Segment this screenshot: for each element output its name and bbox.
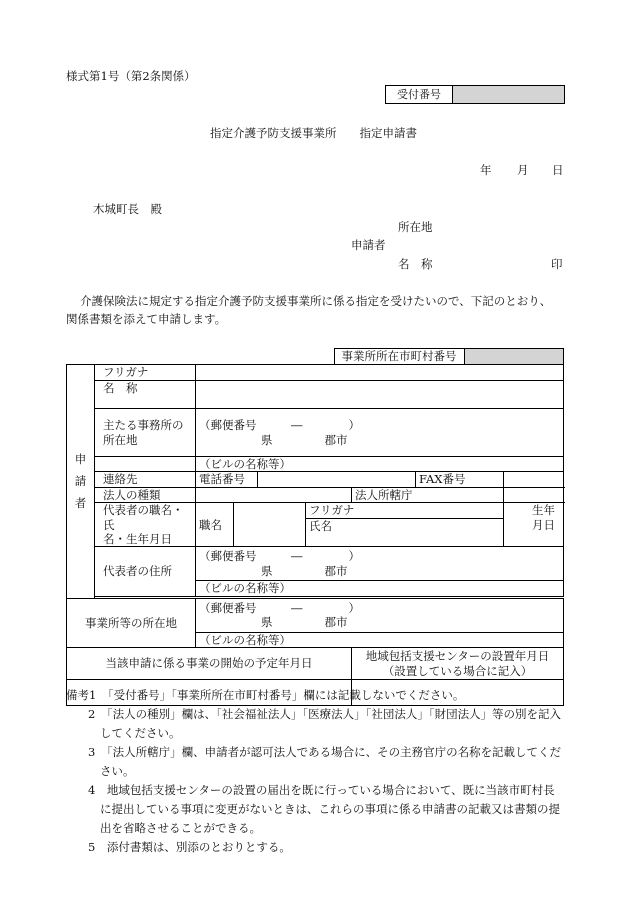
contact-label: 連絡先 xyxy=(95,472,196,487)
name-label: 名 称 xyxy=(398,257,433,271)
birth-date-label: 生年月日 xyxy=(532,503,555,532)
municipality-number-field[interactable] xyxy=(464,349,563,365)
fax-label: FAX番号 xyxy=(416,472,504,487)
note-5: 5 添付書類は、別添のとおりとする。 xyxy=(88,840,291,854)
start-date-label: 当該申請に係る事業の開始の予定年月日 xyxy=(67,648,352,680)
date-day: 日 xyxy=(552,163,564,177)
office-location-field[interactable]: （郵便番号 ― ） 県 郡市 xyxy=(196,598,564,632)
receipt-number-field[interactable] xyxy=(453,86,564,103)
center-date-label: 地域包括支援センターの設置年月日 （設置している場合に記入） xyxy=(352,648,564,680)
address-label: 所在地 xyxy=(398,220,433,234)
fax-field[interactable] xyxy=(504,472,564,487)
addressee: 木城町長 殿 xyxy=(93,202,162,216)
municipality-number-label: 事業所所在市町村番号 xyxy=(334,349,464,365)
furigana-label: フリガナ xyxy=(95,365,196,381)
note-4: 4 地域包括支援センターの設置の届出を既に行っている場合において、既に当該市町村長に提出している事項に変更がないときは、これらの事項に係る申請書の記載又は書類の提出を省略させることができる。 xyxy=(88,783,560,835)
main-office-label: 主たる事務所の 所在地 xyxy=(95,409,196,457)
applicant-label: 申請者 xyxy=(351,238,386,252)
main-office-address-field[interactable]: （郵便番号 ― ） 県 郡市 xyxy=(196,409,564,457)
rep-furigana-field[interactable] xyxy=(306,503,504,519)
seal-mark: 印 xyxy=(551,257,563,271)
phone-field[interactable] xyxy=(258,472,416,487)
form-id: 様式第1号（第2条関係） xyxy=(66,69,196,83)
corp-type-label: 法人の種類 xyxy=(95,487,196,502)
body-text-line1: 介護保険法に規定する指定介護予防支援事業所に係る指定を受けたいので、下記のとおり、 xyxy=(80,294,552,308)
rep-name-field[interactable] xyxy=(306,519,504,547)
office-building-field[interactable]: （ビルの名称等） xyxy=(196,632,564,647)
office-location-label: 事業所等の所在地 xyxy=(67,598,196,647)
rep-furigana-label: フリガナ xyxy=(309,503,355,518)
job-title-field[interactable] xyxy=(234,503,306,547)
phone-label: 電話番号 xyxy=(196,472,258,487)
name-field[interactable] xyxy=(196,381,564,409)
corp-authority-field[interactable] xyxy=(504,487,564,502)
date-year: 年 xyxy=(480,163,492,177)
date-month: 月 xyxy=(517,163,529,177)
receipt-number-box xyxy=(385,85,565,104)
main-office-building-field[interactable]: （ビルの名称等） xyxy=(196,457,564,472)
receipt-number-label: 受付番号 xyxy=(386,86,453,103)
application-table xyxy=(66,364,564,706)
birth-date-field[interactable] xyxy=(504,503,564,547)
rep-address-building-field[interactable]: （ビルの名称等） xyxy=(196,581,564,596)
name-row-label: 名 称 xyxy=(95,381,196,409)
job-title-label: 職名 xyxy=(196,503,234,547)
rep-address-field[interactable]: （郵便番号 ― ） 県 郡市 xyxy=(196,547,564,581)
rep-name-label: 氏名 xyxy=(309,519,332,534)
note-2: 2 「法人の種別」欄は、「社会福祉法人」「医療法人」「社団法人」「財団法人」等の別を記入してください。 xyxy=(88,707,562,740)
representative-label: 代表者の職名・氏 名・生年月日 xyxy=(95,503,196,547)
corp-authority-label: 法人所轄庁 xyxy=(352,487,504,502)
notes-section xyxy=(66,686,566,857)
note-3: 3 「法人所轄庁」欄、申請者が認可法人である場合に、その主務官庁の名称を記載してください。 xyxy=(88,745,562,778)
applicant-side-label: 申 請 者 xyxy=(67,365,95,599)
corp-type-field[interactable] xyxy=(196,487,352,502)
municipality-number-table xyxy=(66,348,564,365)
rep-address-label: 代表者の住所 xyxy=(95,547,196,596)
note-1: 備考1 「受付番号」「事業所所在市町村番号」欄には記載しないでください。 xyxy=(66,688,465,702)
furigana-field[interactable] xyxy=(196,365,564,381)
document-title: 指定介護予防支援事業所 指定申請書 xyxy=(210,126,417,140)
body-text-line2: 関係書類を添えて申請します。 xyxy=(66,312,227,326)
